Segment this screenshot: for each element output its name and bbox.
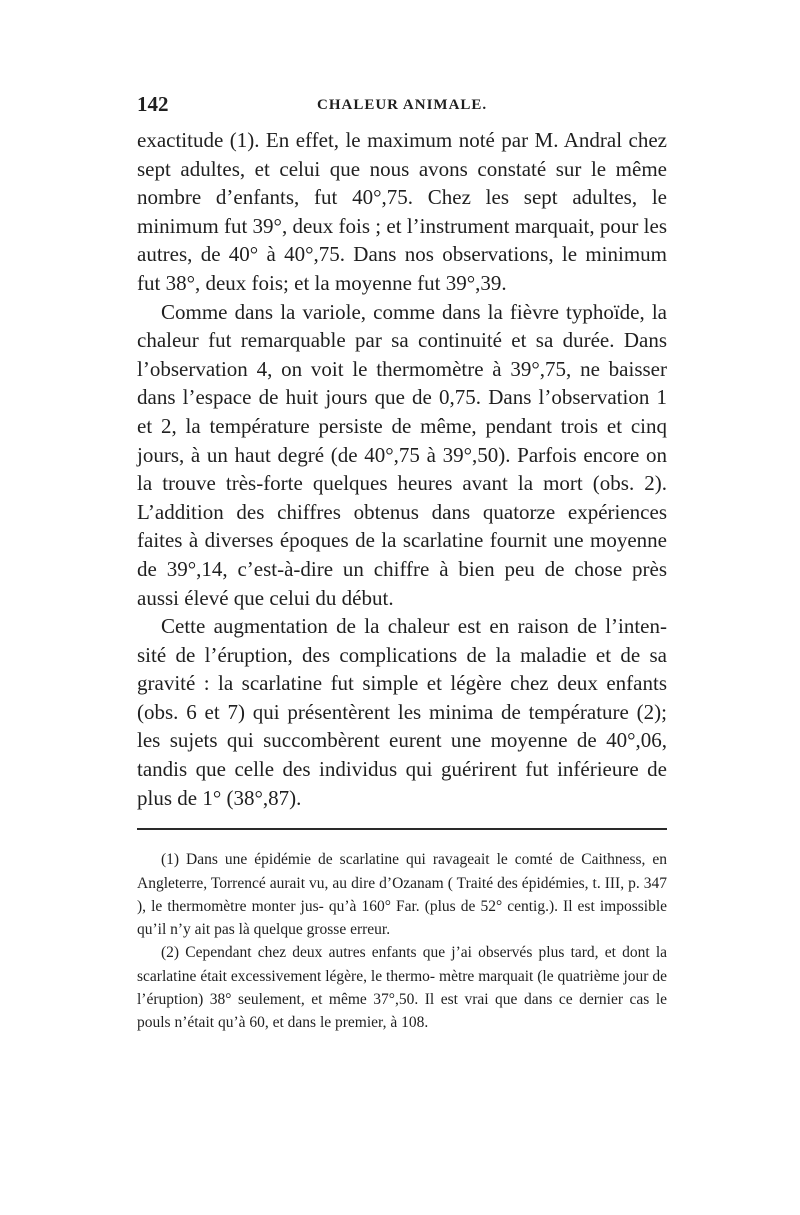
- text-line: et même 37°,50. Il est vrai que dans ce dernier cas le pouls n’était: [137, 991, 668, 1032]
- page-number: 142: [137, 92, 169, 116]
- text-line: de 39°,14, c’est-à-dire un chiffre à bien peu de chose près: [137, 556, 667, 581]
- text-line: Cette augmentation de la chaleur est en raison de l’inten-: [161, 614, 667, 639]
- text-line: L’addition des chiffres obtenus dans quatorze expériences: [137, 499, 667, 524]
- text-line: fut 39°, deux fois ; et l’instrument marquait, pour les autres,: [137, 213, 667, 267]
- text-line: dans l’espace de huit jours que de 0,75. Dans l’observation: [137, 385, 650, 410]
- text-line: tard, et dont la scarlatine était excessivement légère, le thermo-: [137, 944, 668, 985]
- text-line: pas là quelque grosse erreur.: [214, 921, 391, 939]
- text-line: de 40° à 40°,75. Dans nos observations, le minimum fut 38°,: [137, 242, 668, 295]
- text-line: Comme dans la variole, comme dans la fièvre typhoïde, la: [161, 299, 667, 324]
- text-line: qu’à 60, et dans le premier, à 108.: [217, 1014, 429, 1032]
- text-line: (obs. 6 et 7) qui présentèrent les minima de température (2);: [137, 699, 667, 724]
- text-line: 1 et 2, la température persiste de même, pendant trois et cinq: [137, 385, 668, 438]
- footnote: [137, 941, 667, 1034]
- running-head: CHALEUR ANIMALE.: [317, 97, 488, 113]
- text-line: faites à diverses époques de la scarlatine fournit une moyenne: [137, 528, 667, 553]
- footnote-divider: [137, 828, 667, 830]
- text-line: sept adultes, et celui que nous avons constaté sur le même: [137, 156, 667, 181]
- text-line: ( Traité des épidémies, t. III, p. 347 ), le thermomètre monter jus-: [137, 874, 667, 915]
- text-line: nombre d’enfants, fut 40°,75. Chez les sept adultes, le minimum: [137, 185, 667, 238]
- text-line: aussi élevé que celui du début.: [137, 585, 394, 610]
- text-line: tandis que celle des individus qui guérirent fut inférieure de: [137, 757, 667, 782]
- page-header: [137, 92, 667, 126]
- text-line: on la trouve très-forte quelques heures avant la mort (obs. 2).: [137, 442, 668, 496]
- text-line: les sujets qui succombèrent eurent une moyenne de 40°,06,: [137, 728, 667, 753]
- text-line: plus de 1° (38°,87).: [137, 785, 302, 810]
- text-line: l’observation 4, on voit le thermomètre à 39°,75, ne baisser: [137, 356, 667, 381]
- text-line: chaleur fut remarquable par sa continuité et sa durée. Dans: [137, 328, 667, 353]
- text-line: mètre marquait (le quatrième jour de l’éruption) 38° seulement,: [137, 967, 667, 1009]
- text-line: exactitude (1). En effet, le maximum noté par M. Andral chez: [137, 128, 667, 152]
- text-line: sité de l’éruption, des complications de la maladie et de sa: [137, 642, 667, 667]
- text-line: (2) Cependant chez deux autres enfants que j’ai observés plus: [161, 944, 565, 962]
- text-line: jours, à un haut degré (de 40°,75 à 39°,50). Parfois encore: [137, 442, 640, 467]
- text-line: gravité : la scarlatine fut simple et légère chez deux enfants: [137, 671, 667, 696]
- book-page: [137, 92, 667, 1035]
- paragraph: [137, 126, 667, 298]
- main-text: [137, 126, 667, 812]
- paragraph: [137, 612, 667, 812]
- paragraph: [137, 298, 667, 613]
- text-line: deux fois; et la moyenne fut 39°,39.: [205, 270, 507, 295]
- footnote: [137, 848, 667, 941]
- text-line: Caithness, en Angleterre, Torrencé aurait vu, au dire d’Ozanam: [137, 851, 667, 892]
- footnotes: [137, 848, 667, 1034]
- text-line: (1) Dans une épidémie de scarlatine qui ravageait le comté de: [161, 851, 575, 869]
- text-line: qu’à 160° Far. (plus de 52° centig.). Il est impossible qu’il n’y ait: [137, 897, 667, 939]
